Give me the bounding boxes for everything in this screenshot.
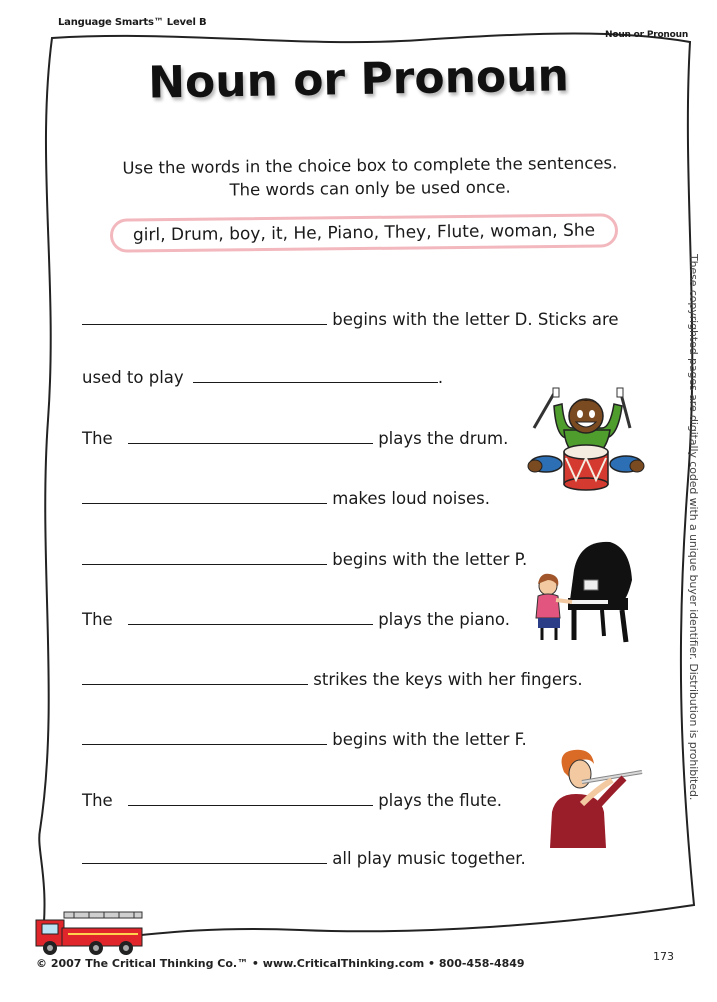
- sentence-line-9: [82, 791, 502, 810]
- footer-copyright: © 2007 The Critical Thinking Co.™ • www.CriticalThinking.com • 800-458-4849: [36, 957, 525, 970]
- sentence-text: plays the flute.: [378, 791, 503, 810]
- word-choice-box: girl, Drum, boy, it, He, Piano, They, Flute, woman, She: [110, 213, 618, 252]
- answer-blank[interactable]: [82, 670, 308, 685]
- sentence-line-10: [82, 849, 526, 868]
- answer-blank[interactable]: [128, 429, 373, 444]
- sentence-text: plays the drum.: [378, 429, 509, 448]
- sentence-text: all play music together.: [332, 849, 526, 868]
- page-number: 173: [653, 950, 674, 963]
- answer-blank[interactable]: [82, 849, 327, 864]
- sentence-line-8: [82, 730, 527, 749]
- answer-blank[interactable]: [82, 730, 327, 745]
- sentence-text: begins with the letter F.: [332, 730, 527, 749]
- sentence-text: The: [82, 791, 113, 810]
- sentence-line-2: [82, 368, 443, 387]
- copyright-notice-vertical: These copyrighted pages are digitally coded with a unique buyer identifier. Distribution is prohibited.: [687, 254, 700, 801]
- sentence-text: begins with the letter D. Sticks are: [332, 310, 619, 329]
- sentence-line-3: [82, 429, 508, 448]
- answer-blank[interactable]: [193, 368, 438, 383]
- answer-blank[interactable]: [82, 489, 327, 504]
- instructions: Use the words in the choice box to complete the sentences. The words can only be used once.: [122, 153, 618, 200]
- sentence-line-4: [82, 489, 490, 508]
- sentence-line-7: [82, 670, 583, 689]
- answer-blank[interactable]: [128, 791, 373, 806]
- drummer-boy-illustration: [526, 388, 644, 490]
- header-topic-label: Noun or Pronoun: [605, 30, 689, 40]
- sentence-text: .: [437, 368, 444, 387]
- sentence-text: makes loud noises.: [332, 489, 490, 508]
- header-series-label: Language Smarts™ Level B: [58, 17, 207, 28]
- flute-player-illustration: [546, 748, 646, 856]
- sentence-text: strikes the keys with her fingers.: [313, 670, 583, 689]
- sentence-text: begins with the letter P.: [332, 550, 528, 569]
- piano-girl-illustration: [530, 540, 634, 644]
- answer-blank[interactable]: [82, 310, 327, 325]
- sentence-line-5: [82, 550, 527, 569]
- sentence-line-6: [82, 610, 510, 629]
- sentence-text: The: [82, 610, 113, 629]
- sentence-line-1: [82, 310, 619, 329]
- sentence-text: The: [82, 429, 113, 448]
- answer-blank[interactable]: [82, 550, 327, 565]
- sentence-text: plays the piano.: [378, 610, 510, 629]
- answer-blank[interactable]: [128, 610, 373, 625]
- fire-truck-illustration: [34, 906, 144, 956]
- page-title: Noun or Pronoun: [147, 50, 570, 109]
- sentence-text: used to play: [82, 368, 184, 387]
